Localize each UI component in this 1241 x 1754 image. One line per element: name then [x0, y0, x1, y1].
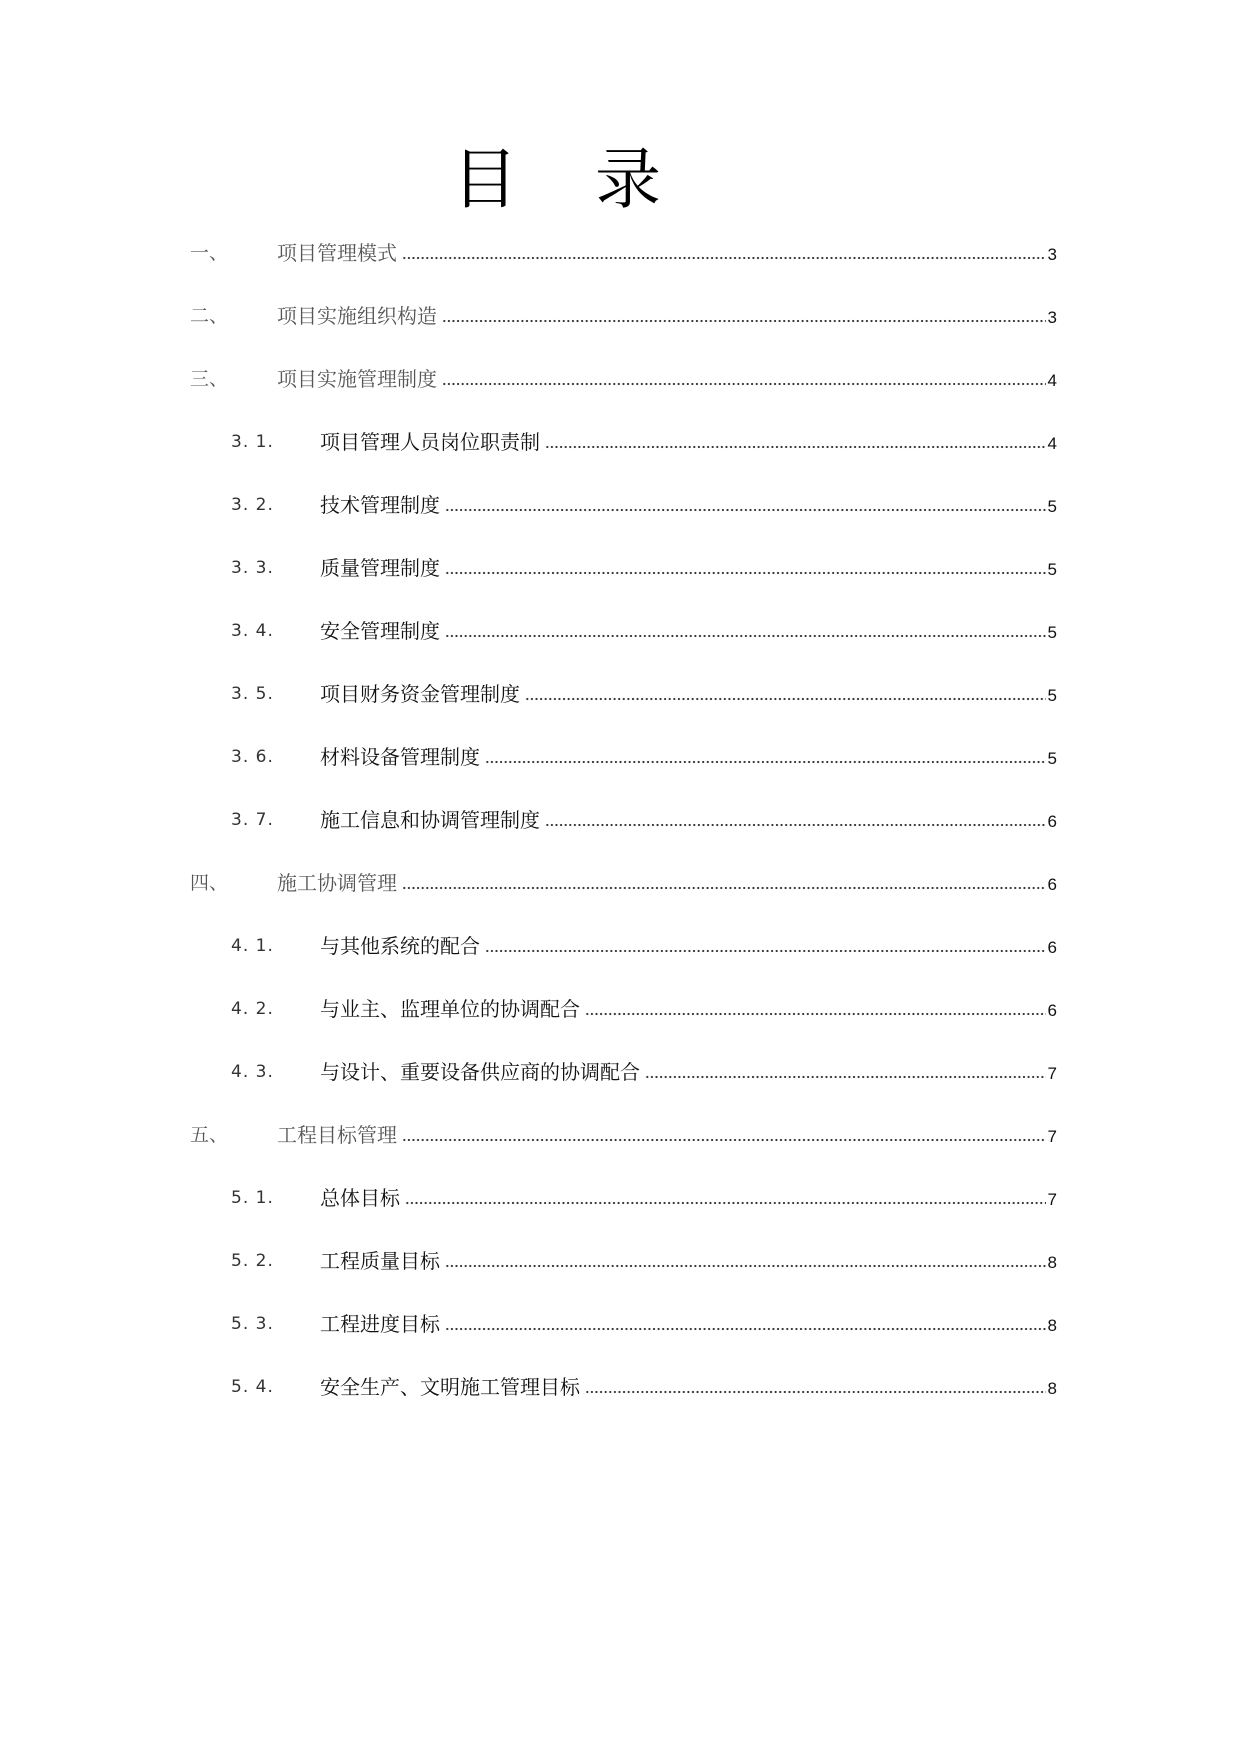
toc-entry-body [320, 553, 1057, 583]
toc-entry-title: 项目管理模式 [277, 241, 397, 265]
toc-entry-page: 3 [1047, 245, 1057, 264]
toc-entry-body [320, 1372, 1057, 1402]
toc-entry-body [277, 868, 1057, 898]
toc-entry [0, 364, 1241, 427]
toc-subentry [0, 553, 1241, 616]
toc-subentry [0, 931, 1241, 994]
toc-entry-number: 5. 4. [231, 1377, 274, 1397]
toc-entry-number: 4. 3. [231, 1062, 274, 1082]
toc-entry-number: 3. 5. [231, 684, 274, 704]
toc-entry-page: 5 [1047, 497, 1057, 516]
toc-entry-number: 4. 2. [231, 999, 274, 1019]
toc-entry-title: 与设计、重要设备供应商的协调配合 [320, 1060, 640, 1084]
toc-entry-title: 施工信息和协调管理制度 [320, 808, 540, 832]
toc-entry-number: 5. 1. [231, 1188, 274, 1208]
toc-entry-body [320, 742, 1057, 772]
toc-subentry [0, 490, 1241, 553]
dot-leader [445, 571, 1046, 575]
table-of-contents [0, 238, 1241, 1435]
toc-subentry [0, 616, 1241, 679]
dot-leader [445, 634, 1046, 638]
toc-entry-number: 3. 4. [231, 621, 274, 641]
toc-entry-body [277, 301, 1057, 331]
toc-entry [0, 301, 1241, 364]
toc-entry-body [320, 1183, 1057, 1213]
toc-title: 目 录 [452, 141, 683, 218]
toc-entry-title: 总体目标 [320, 1186, 400, 1210]
dot-leader [485, 949, 1046, 953]
toc-entry [0, 868, 1241, 931]
toc-subentry [0, 1183, 1241, 1246]
dot-leader [545, 823, 1046, 827]
toc-entry-page: 5 [1047, 623, 1057, 642]
toc-entry-title: 施工协调管理 [277, 871, 397, 895]
toc-entry-title: 技术管理制度 [320, 493, 440, 517]
toc-entry-number: 一、 [190, 242, 229, 264]
toc-entry-title: 材料设备管理制度 [320, 745, 480, 769]
toc-entry-page: 7 [1047, 1064, 1057, 1083]
toc-entry-title: 质量管理制度 [320, 556, 440, 580]
toc-entry-body [277, 238, 1057, 268]
toc-entry-number: 3. 2. [231, 495, 274, 515]
toc-entry-body [320, 1309, 1057, 1339]
toc-entry-number: 3. 1. [231, 432, 274, 452]
toc-entry-page: 4 [1047, 434, 1057, 453]
dot-leader [485, 760, 1046, 764]
toc-entry-number: 3. 6. [231, 747, 274, 767]
toc-entry-number: 五、 [190, 1124, 229, 1146]
toc-entry-body [320, 616, 1057, 646]
toc-subentry [0, 742, 1241, 805]
dot-leader [585, 1012, 1046, 1016]
toc-subentry [0, 1309, 1241, 1372]
toc-entry-page: 5 [1047, 749, 1057, 768]
dot-leader [405, 1201, 1046, 1205]
toc-subentry [0, 1246, 1241, 1309]
dot-leader [442, 319, 1046, 323]
toc-entry-body [277, 1120, 1057, 1150]
toc-entry-page: 4 [1047, 371, 1057, 390]
toc-entry-page: 6 [1047, 1001, 1057, 1020]
toc-entry-title: 安全生产、文明施工管理目标 [320, 1375, 580, 1399]
toc-entry-number: 三、 [190, 368, 229, 390]
dot-leader [645, 1075, 1046, 1079]
toc-entry-number: 二、 [190, 305, 229, 327]
toc-entry-page: 3 [1047, 308, 1057, 327]
toc-entry-page: 8 [1047, 1379, 1057, 1398]
toc-subentry [0, 427, 1241, 490]
dot-leader [525, 697, 1046, 701]
toc-entry-body [277, 364, 1057, 394]
toc-entry-title: 项目管理人员岗位职责制 [320, 430, 540, 454]
toc-entry-title: 与其他系统的配合 [320, 934, 480, 958]
toc-subentry [0, 994, 1241, 1057]
toc-entry-title: 工程目标管理 [277, 1123, 397, 1147]
toc-entry-title: 工程进度目标 [320, 1312, 440, 1336]
toc-entry-number: 3. 3. [231, 558, 274, 578]
toc-subentry [0, 1372, 1241, 1435]
toc-entry-number: 5. 3. [231, 1314, 274, 1334]
dot-leader [445, 508, 1046, 512]
dot-leader [402, 886, 1046, 890]
toc-subentry [0, 805, 1241, 868]
dot-leader [402, 1138, 1046, 1142]
toc-entry-number: 4. 1. [231, 936, 274, 956]
toc-entry-title: 项目实施管理制度 [277, 367, 437, 391]
toc-entry-body [320, 994, 1057, 1024]
toc-entry-page: 6 [1047, 938, 1057, 957]
toc-entry-body [320, 490, 1057, 520]
toc-entry-body [320, 805, 1057, 835]
dot-leader [442, 382, 1046, 386]
dot-leader [545, 445, 1046, 449]
toc-entry-page: 7 [1047, 1190, 1057, 1209]
toc-entry-title: 项目实施组织构造 [277, 304, 437, 328]
toc-entry-page: 8 [1047, 1316, 1057, 1335]
toc-entry-page: 5 [1047, 560, 1057, 579]
toc-entry-page: 8 [1047, 1253, 1057, 1272]
toc-entry-number: 四、 [190, 872, 229, 894]
toc-entry-body [320, 427, 1057, 457]
toc-entry-page: 6 [1047, 875, 1057, 894]
toc-entry-body [320, 931, 1057, 961]
toc-entry-page: 6 [1047, 812, 1057, 831]
dot-leader [585, 1390, 1046, 1394]
toc-entry-title: 安全管理制度 [320, 619, 440, 643]
toc-entry-body [320, 1246, 1057, 1276]
toc-entry-body [320, 1057, 1057, 1087]
toc-subentry [0, 1057, 1241, 1120]
toc-entry [0, 238, 1241, 301]
dot-leader [402, 256, 1046, 260]
toc-entry-page: 5 [1047, 686, 1057, 705]
toc-entry [0, 1120, 1241, 1183]
toc-subentry [0, 679, 1241, 742]
toc-entry-body [320, 679, 1057, 709]
dot-leader [445, 1264, 1046, 1268]
toc-entry-title: 与业主、监理单位的协调配合 [320, 997, 580, 1021]
toc-entry-title: 工程质量目标 [320, 1249, 440, 1273]
toc-entry-number: 5. 2. [231, 1251, 274, 1271]
toc-entry-number: 3. 7. [231, 810, 274, 830]
toc-entry-page: 7 [1047, 1127, 1057, 1146]
dot-leader [445, 1327, 1046, 1331]
toc-entry-title: 项目财务资金管理制度 [320, 682, 520, 706]
